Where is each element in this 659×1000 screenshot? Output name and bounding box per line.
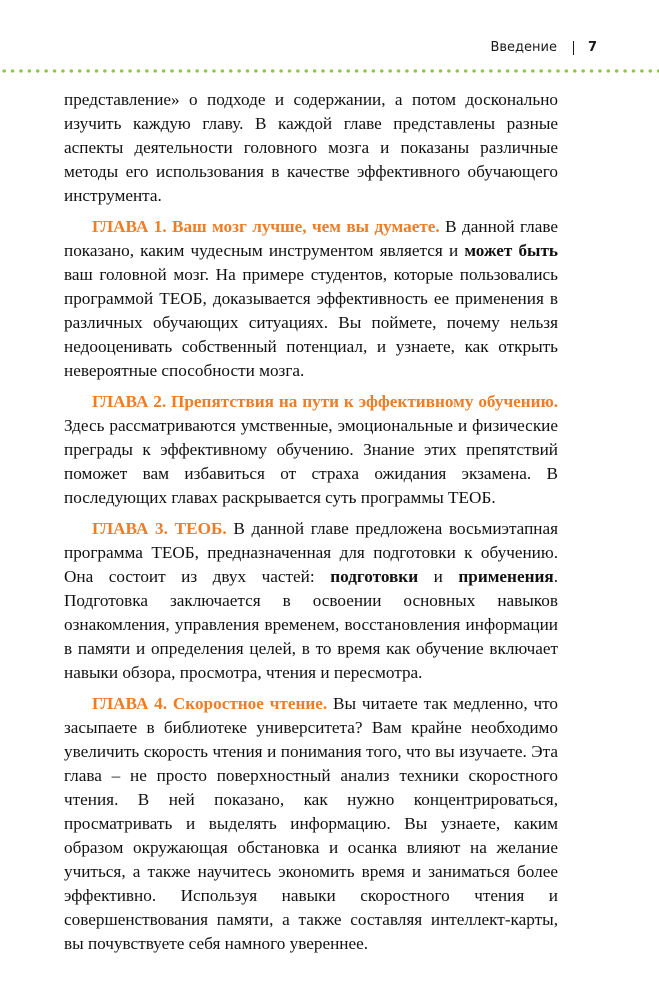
chapter-1-paragraph (64, 215, 558, 383)
chapter-3-title: ГЛАВА 3. ТЕОБ. (92, 519, 227, 538)
running-header (490, 40, 597, 55)
chapter-1-text-cont: ваш головной мозг. На примере студентов, которые пользовались программой ТЕОБ, доказывается эффективность ее применения в различных обучающих ситуациях. Вы поймете, почему нельзя недооценивать собственный потенциал, и узнаете, как открыть невероятные способности мозга. (64, 265, 558, 380)
page-body (64, 88, 558, 963)
section-title: Введение (490, 40, 557, 55)
chapter-1-text: В данной главе показано, каким чудесным инструментом является и (64, 217, 558, 260)
chapter-1-bold: может быть (464, 241, 558, 260)
chapter-3-text-cont: . Подготовка заключается в освоении основных навыков ознакомления, управления временем, восстановления информации в памяти и определения целей, в то время как обучение включает навыки обзора, просмотра, чтения и пересмотра. (64, 567, 558, 682)
chapter-3-bold-application: применения (458, 567, 554, 586)
chapter-2-title: ГЛАВА 2. Препятствия на пути к эффективному обучению. (92, 392, 558, 411)
header-divider (573, 41, 574, 55)
intro-paragraph: представление» о подходе и содержании, а потом досконально изучить каждую главу. В каждой главе представлены разные аспекты деятельности головного мозга и показаны различные методы его использования в качестве эффективного обучающего инструмента. (64, 90, 558, 205)
dotted-rule (0, 69, 659, 73)
chapter-4-text: Вы читаете так медленно, что засыпаете в библиотеке университета? Вам крайне необходимо увеличить скорость чтения и понимания того, что вы изучаете. Эта глава – не просто поверхностный анализ техники скоростного чтения. В ней показано, как нужно концентрироваться, просматривать и выделять информацию. Вы узнаете, каким образом окружающая обстановка и осанка влияют на желание учиться, а также научитесь экономить время и заниматься более эффективно. Используя навыки скоростного чтения и совершенствования памяти, а также составляя интеллект-карты, вы почувствуете себя намного увереннее. (64, 694, 558, 953)
chapter-3-text-and: и (418, 567, 459, 586)
chapter-1-title: ГЛАВА 1. Ваш мозг лучше, чем вы думаете. (92, 217, 440, 236)
chapter-2-paragraph (64, 390, 558, 510)
chapter-3-bold-preparation: подготовки (330, 567, 419, 586)
chapter-3-paragraph (64, 517, 558, 685)
chapter-2-text: Здесь рассматриваются умственные, эмоциональные и физические преграды к эффективному обучению. Знание этих препятствий поможет вам избавиться от страха ожидания экзамена. В последующих главах раскрывается суть программы ТЕОБ. (64, 416, 558, 507)
page-number: 7 (587, 40, 597, 55)
chapter-4-paragraph (64, 692, 558, 956)
chapter-3-text: В данной главе предложена восьмиэтапная программа ТЕОБ, предназначенная для подготовки к обучению. Она состоит из двух частей: (64, 519, 559, 586)
chapter-4-title: ГЛАВА 4. Скоростное чтение. (92, 694, 328, 713)
